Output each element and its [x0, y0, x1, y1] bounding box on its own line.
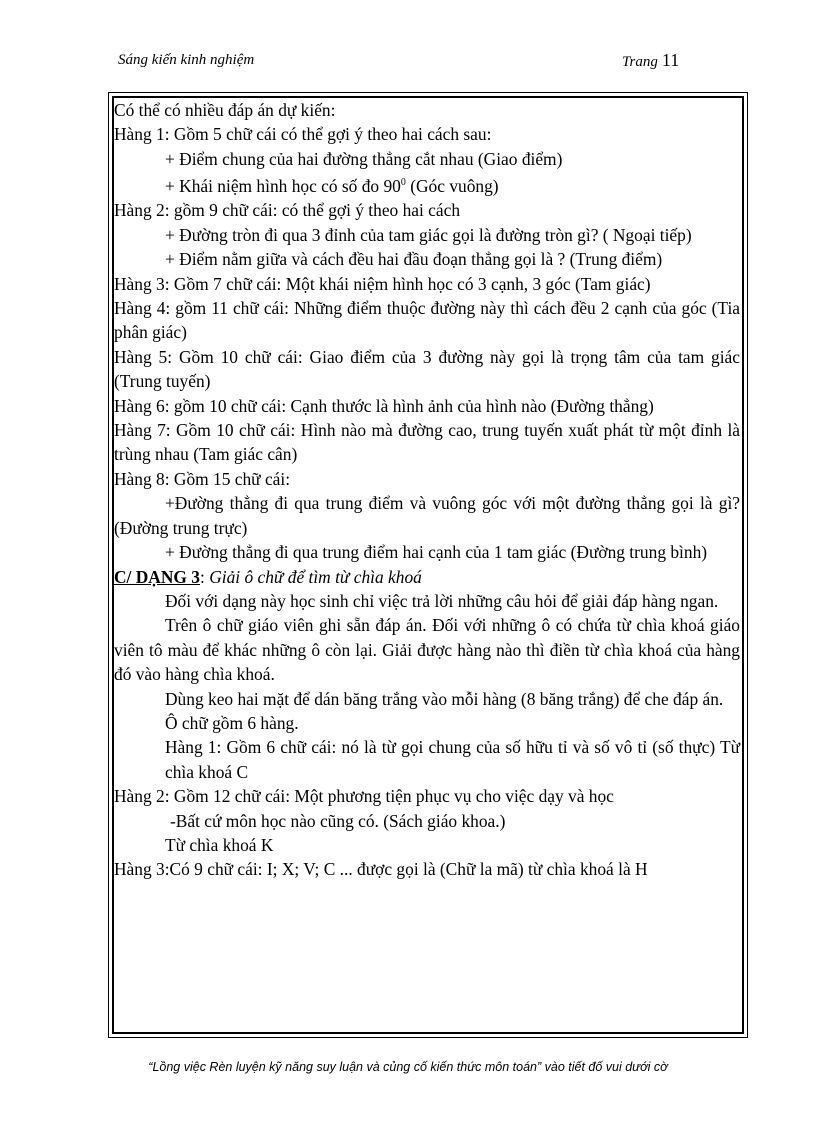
row8-hint-b: + Đường thẳng đi qua trung điểm hai cạnh của 1 tam giác (Đường trung bình) — [165, 542, 708, 563]
puzzle-row2-hint: -Bất cứ môn học nào cũng có. (Sách giáo khoa.) — [170, 810, 506, 831]
row7-line: Hàng 7: Gồm 10 chữ cái: Hình nào mà đường cao, trung tuyến xuất phát từ một đỉnh là trùng nhau (Tam giác cân) — [114, 420, 740, 465]
row8-hint-a: +Đường thẳng đi qua trung điểm và vuông góc với một đường thẳng gọi là gì? (Đường trung trực) — [114, 493, 740, 538]
row4-line: Hàng 4: gồm 11 chữ cái: Những điểm thuộc đường này thì cách đều 2 cạnh của góc (Tia phân giác) — [114, 298, 740, 343]
page-label: Trang — [622, 54, 658, 70]
puzzle-row1: Hàng 1: Gồm 6 chữ cái: nó là từ gọi chung của số hữu tỉ và số vô tỉ (số thực) Từ chìa khoá C — [165, 737, 740, 782]
section-heading — [114, 565, 740, 589]
row6-line: Hàng 6: gồm 10 chữ cái: Cạnh thước là hình ảnh của hình nào (Đường thẳng) — [114, 395, 654, 416]
puzzle-row2: Hàng 2: Gồm 12 chữ cái: Một phương tiện phục vụ cho việc dạy và học — [114, 786, 614, 807]
row2-hint-a: + Đường tròn đi qua 3 đỉnh của tam giác gọi là đường tròn gì? ( Ngoại tiếp) — [165, 224, 692, 245]
row1-hint-b-text: + Khái niệm hình học có số đo 90 — [165, 176, 401, 197]
row5-line: Hàng 5: Gồm 10 chữ cái: Giao điểm của 3 đường này gọi là trọng tâm của tam giác (Trung tuyến) — [114, 346, 740, 392]
paragraph-1: Đối với dạng này học sinh chỉ việc trả lời những câu hỏi để giải đáp hàng ngan. — [165, 590, 719, 611]
content-body — [114, 98, 740, 882]
page-number: 11 — [661, 50, 680, 70]
puzzle-row2-key: Từ chìa khoá K — [165, 834, 274, 855]
row8-line: Hàng 8: Gồm 15 chữ cái: — [114, 468, 291, 489]
row3-line: Hàng 3: Gồm 7 chữ cái: Một khái niệm hình học có 3 cạnh, 3 góc (Tam giác) — [114, 273, 651, 294]
paragraph-2: Trên ô chữ giáo viên ghi sẵn đáp án. Đối với những ô có chứa từ chìa khoá giáo viên tô màu để khác những ô còn lại. Giải được hàng nào thì điền từ chìa khoá của hàng đó vào hàng chìa khoá. — [114, 615, 740, 685]
degree-sup: 0 — [400, 177, 406, 189]
paragraph-3: Dùng keo hai mặt để dán băng trắng vào mỗi hàng (8 băng trắng) để che đáp án. — [165, 688, 724, 709]
section-subtitle: Giải ô chữ để tìm từ chìa khoá — [209, 566, 422, 587]
row2-hint-b: + Điểm nằm giữa và cách đều hai đầu đoạn thẳng gọi là ? (Trung điểm) — [165, 249, 663, 270]
row1-hint-a: + Điểm chung của hai đường thẳng cắt nhau (Giao điểm) — [165, 148, 563, 169]
puzzle-row3: Hàng 3:Có 9 chữ cái: I; X; V; C ... được gọi là (Chữ la mã) từ chìa khoá là H — [114, 859, 648, 880]
row1-hint-b-answer: (Góc vuông) — [405, 176, 499, 197]
page-number-label — [622, 50, 679, 71]
footer-text: “Lồng việc Rèn luyện kỹ năng suy luận và củng cố kiến thức môn toán” vào tiết đố vui dưới cờ — [148, 1060, 668, 1074]
paragraph-4: Ô chữ gồm 6 hàng. — [165, 712, 299, 733]
section-title: C/ DẠNG 3 — [114, 566, 200, 587]
intro-line: Có thể có nhiều đáp án dự kiến: — [114, 100, 336, 120]
section-colon: : — [200, 566, 210, 587]
row1-line: Hàng 1: Gồm 5 chữ cái có thể gợi ý theo hai cách sau: — [114, 124, 492, 145]
row2-line: Hàng 2: gồm 9 chữ cái: có thể gợi ý theo hai cách — [114, 200, 461, 221]
header-title: Sáng kiến kinh nghiệm — [118, 52, 255, 68]
row1-hint-b — [114, 171, 740, 198]
